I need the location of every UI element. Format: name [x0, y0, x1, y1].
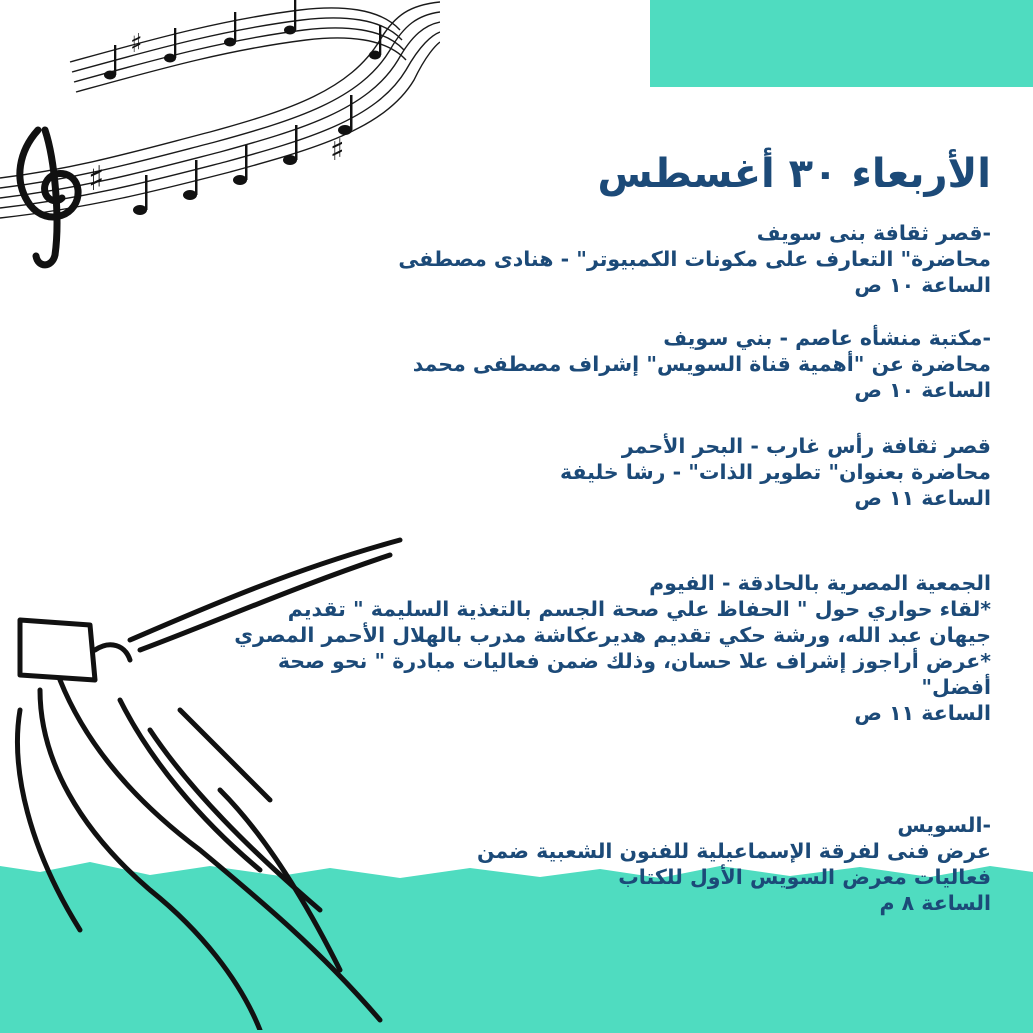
event-venue: -السويس	[897, 813, 991, 837]
event-3	[560, 433, 991, 511]
svg-text:♯: ♯	[130, 29, 143, 59]
event-description: فعاليات معرض السويس الأول للكتاب	[618, 865, 991, 889]
event-description: محاضرة بعنوان" تطوير الذات" - رشا خليفة	[559, 460, 991, 484]
event-time: الساعة ٨ م	[879, 891, 991, 915]
event-time: الساعة ١١ ص	[854, 701, 991, 725]
event-1	[398, 220, 991, 298]
page-title: الأربعاء ٣٠ أغسطس	[597, 151, 991, 197]
event-venue: الجمعية المصرية بالحادقة - الفيوم	[649, 571, 991, 595]
event-2	[413, 325, 991, 403]
event-venue: قصر ثقافة رأس غارب - البحر الأحمر	[621, 434, 991, 458]
event-description: *عرض أراجوز إشراف علا حسان، وذلك ضمن فعاليات مبادرة " نحو صحة أفضل"	[277, 649, 991, 699]
event-time: الساعة ١٠ ص	[854, 273, 991, 297]
event-description: *لقاء حواري حول " الحفاظ علي صحة الجسم بالتغذية السليمة " تقديم جيهان عبد الله، ورشة حكي تقديم هديرعكاشة مدرب بالهلال الأحمر المصري	[234, 597, 991, 647]
event-description: محاضرة" التعارف على مكونات الكمبيوتر" - هنادى مصطفى	[398, 247, 991, 271]
event-description: عرض فنى لفرقة الإسماعيلية للفنون الشعبية ضمن	[476, 839, 991, 863]
event-5	[391, 812, 991, 916]
event-description: محاضرة عن "أهمية قناة السويس" إشراف مصطفى محمد	[412, 352, 991, 376]
event-venue: -قصر ثقافة بنى سويف	[756, 221, 991, 245]
music-notes-icon	[0, 0, 440, 270]
event-4	[231, 570, 991, 726]
event-time: الساعة ١١ ص	[854, 486, 991, 510]
event-time: الساعة ١٠ ص	[854, 378, 991, 402]
event-venue: -مكتبة منشأه عاصم - بني سويف	[663, 326, 991, 350]
svg-text:♯: ♯	[330, 133, 345, 168]
svg-text:♯: ♯	[88, 159, 105, 199]
